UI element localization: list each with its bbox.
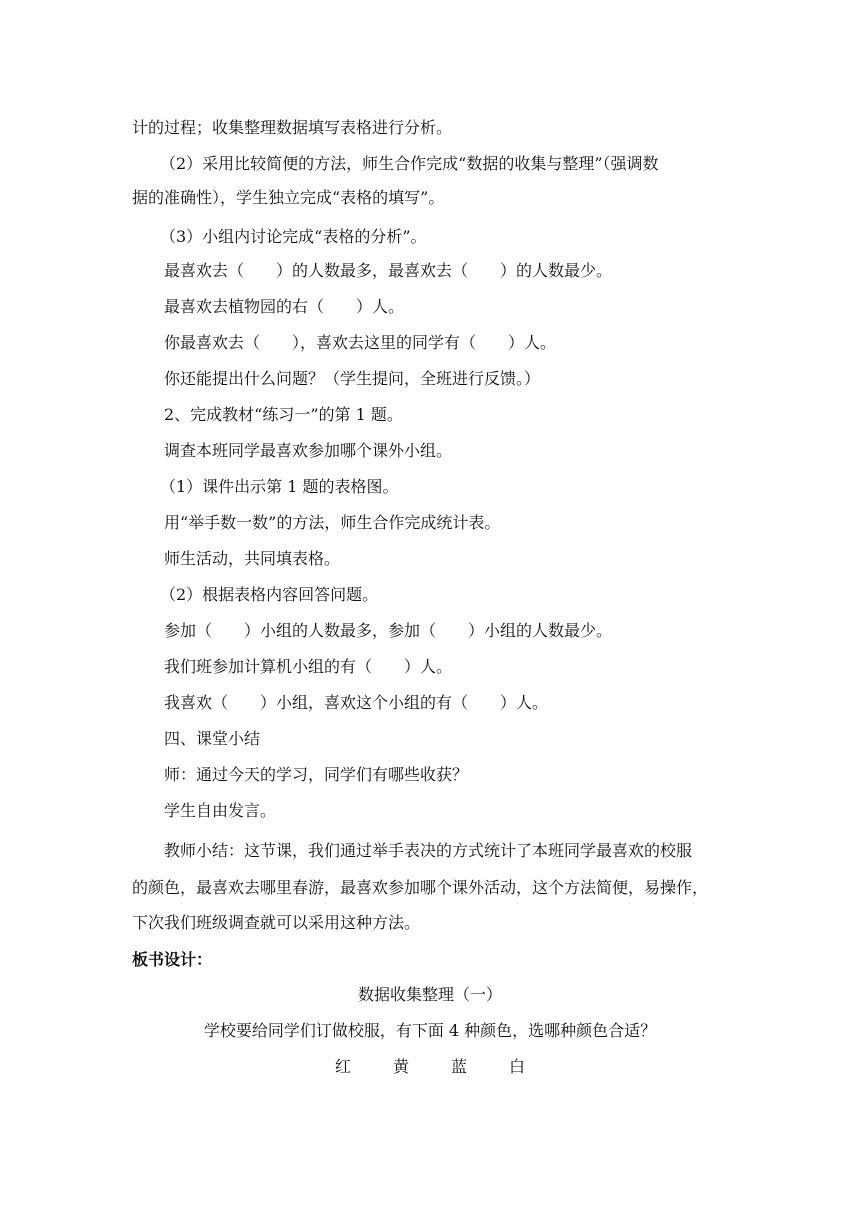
paragraph-line: 用“举手数一数”的方法，师生合作完成统计表。 [164,513,501,532]
paragraph-line: 参加（ ）小组的人数最多，参加（ ）小组的人数最少。 [164,621,613,640]
paragraph-line: 我们班参加计算机小组的有（ ）人。 [164,657,453,676]
paragraph-line: 学生自由发言。 [164,801,277,820]
paragraph-line: （2）根据表格内容回答问题。 [160,585,379,604]
paragraph-line: 最喜欢去植物园的右（ ）人。 [164,297,405,316]
section-heading: 四、课堂小结 [164,729,261,748]
paragraph-line: 教师小结：这节课，我们通过举手表决的方式统计了本班同学最喜欢的校服 [164,841,693,860]
board-title: 数据收集整理（一） [357,985,502,1004]
paragraph-line: 最喜欢去（ ）的人数最多，最喜欢去（ ）的人数最少。 [164,261,613,280]
paragraph-line: （1）课件出示第 1 题的表格图。 [160,477,399,496]
color-option: 蓝 [451,1057,468,1076]
paragraph-line: 2、完成教材“练习一”的第 1 题。 [164,405,403,424]
paragraph-line: 你还能提出什么问题？（学生提问，全班进行反馈。） [164,369,541,388]
color-option: 红 [334,1057,351,1076]
color-options [0,1056,860,1078]
paragraph-line: 师：通过今天的学习，同学们有哪些收获？ [164,765,469,784]
paragraph-line: （3）小组内讨论完成“表格的分析”。 [160,227,427,246]
color-option: 黄 [392,1057,409,1076]
paragraph-line: 据的准确性），学生独立完成“表格的填写”。 [132,188,445,207]
paragraph-line: 计的过程；收集整理数据填写表格进行分析。 [132,118,453,137]
paragraph-line: 下次我们班级调查就可以采用这种方法。 [132,913,421,932]
board-question: 学校要给同学们订做校服，有下面 4 种颜色，选哪种颜色合适？ [203,1021,657,1040]
paragraph-line: 师生活动，共同填表格。 [164,549,341,568]
paragraph-line: 调查本班同学最喜欢参加哪个课外小组。 [164,441,453,460]
paragraph-line: 的颜色，最喜欢去哪里春游，最喜欢参加哪个课外活动，这个方法简便，易操作， [132,878,709,897]
board-design-heading: 板书设计： [132,950,213,969]
paragraph-line: 我喜欢（ ）小组，喜欢这个小组的有（ ）人。 [164,693,549,712]
color-option: 白 [509,1057,526,1076]
paragraph-line: 你最喜欢去（ ），喜欢去这里的同学有（ ）人。 [164,333,557,352]
paragraph-line: （2）采用比较简便的方法，师生合作完成“数据的收集与整理”（强调数 [160,154,659,173]
